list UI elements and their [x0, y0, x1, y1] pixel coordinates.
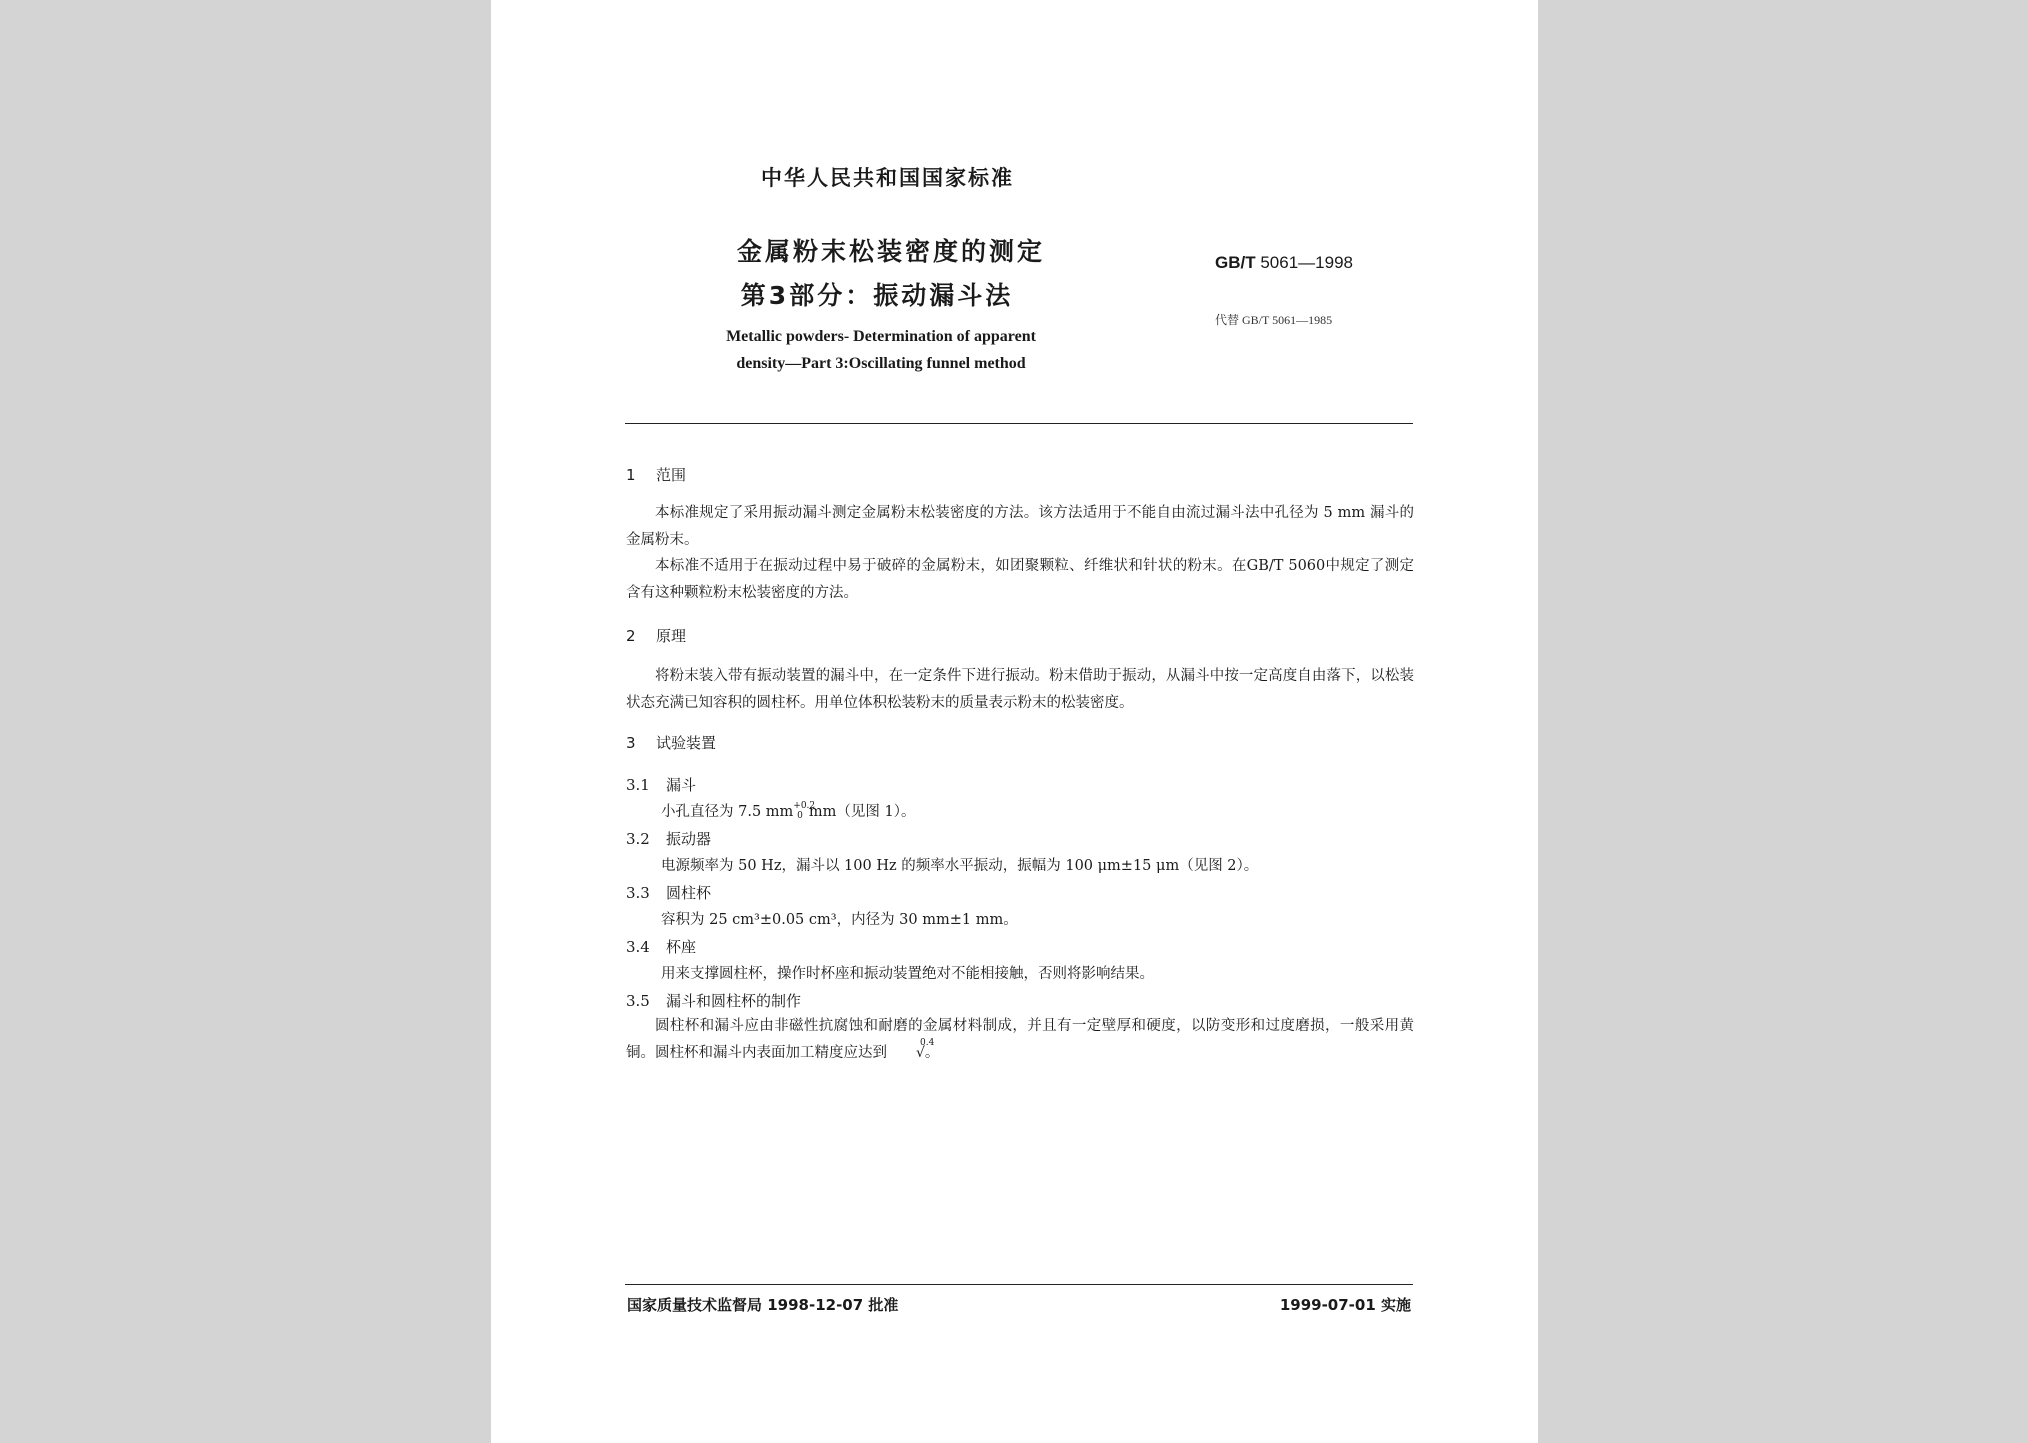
- section-2-heading: [626, 625, 686, 646]
- subsection-3-2-heading: [626, 828, 711, 849]
- subsection-3-2-text: 电源频率为 50 Hz，漏斗以 100 Hz 的频率水平振动，振幅为 100 μm±15 μm（见图 2）。: [661, 858, 1259, 874]
- funnel-diameter-text: 小孔直径为 7.5 mm: [661, 804, 794, 820]
- subsection-3-2-title: 振动器: [666, 830, 712, 848]
- roughness-value: 0.4: [920, 1037, 935, 1048]
- subsection-3-1-heading: [626, 774, 696, 795]
- subsection-3-5-text: 圆柱杯和漏斗应由非磁性抗腐蚀和耐磨的金属材料制成，并且有一定壁厚和硬度，以防变形和过度磨损，一般采用黄铜。圆柱杯和漏斗内表面加工精度应达到: [626, 1018, 1414, 1061]
- approval-note: 国家质量技术监督局 1998-12-07 批准: [627, 1296, 899, 1314]
- surface-roughness-symbol: 0.4 √: [887, 1040, 925, 1067]
- subsection-3-4-heading: [626, 936, 696, 957]
- funnel-diameter-suffix: mm（见图 1）。: [808, 804, 916, 820]
- section-3-number: 3: [626, 734, 636, 752]
- section-2-body: [626, 663, 1414, 716]
- section-3-heading: [626, 732, 716, 753]
- subsection-3-5-number: 3.5: [626, 992, 650, 1010]
- section-2-title: 原理: [656, 627, 687, 645]
- national-standard-heading: 中华人民共和国国家标准: [761, 166, 1014, 190]
- subsection-3-3-heading: [626, 882, 711, 903]
- subsection-3-5-end: 。: [924, 1044, 940, 1061]
- tolerance-upper: +0.2: [793, 801, 816, 811]
- tolerance-lower: 0: [797, 811, 803, 821]
- section-1-body: [626, 500, 1414, 606]
- subsection-3-1-number: 3.1: [626, 776, 650, 794]
- title-chinese-line2: 第3部分：振动漏斗法: [740, 281, 1014, 310]
- replaces-note: 代替 GB/T 5061—1985: [1215, 313, 1333, 327]
- subsection-3-5-heading: [626, 990, 801, 1011]
- subsection-3-4-text: 用来支撑圆柱杯，操作时杯座和振动装置绝对不能相接触，否则将影响结果。: [661, 966, 1154, 982]
- standard-code-number: 5061—1998: [1260, 253, 1353, 272]
- subsection-3-5-body: [626, 1013, 1414, 1066]
- subsection-3-1-text: [661, 800, 915, 821]
- subsection-3-4-number: 3.4: [626, 938, 650, 956]
- standard-code: [1215, 253, 1353, 273]
- standard-code-prefix: GB/T: [1215, 253, 1256, 272]
- section-3-title: 试验装置: [656, 734, 717, 752]
- section-2-paragraph-1: 将粉末装入带有振动装置的漏斗中，在一定条件下进行振动。粉末借助于振动，从漏斗中按一定高度自由落下，以松装状态充满已知容积的圆柱杯。用单位体积松装粉末的质量表示粉末的松装密度。: [626, 668, 1414, 711]
- title-chinese-line1: 金属粉末松装密度的测定: [737, 237, 1046, 266]
- section-1-paragraph-2: 本标准不适用于在振动过程中易于破碎的金属粉末，如团聚颗粒、纤维状和针状的粉末。在GB/T 5060中规定了测定含有这种颗粒粉末松装密度的方法。: [626, 558, 1414, 601]
- section-2-number: 2: [626, 627, 636, 645]
- title-english-line2: density—Part 3:Oscillating funnel method: [736, 355, 1026, 372]
- subsection-3-3-title: 圆柱杯: [666, 884, 712, 902]
- section-1-title: 范围: [656, 466, 687, 484]
- subsection-3-3-number: 3.3: [626, 884, 650, 902]
- title-english-line1: Metallic powders- Determination of apparent: [726, 328, 1036, 345]
- section-1-number: 1: [626, 466, 636, 484]
- subsection-3-3-text: 容积为 25 cm³±0.05 cm³，内径为 30 mm±1 mm。: [661, 912, 1018, 928]
- subsection-3-2-number: 3.2: [626, 830, 650, 848]
- subsection-3-1-title: 漏斗: [666, 776, 697, 794]
- subsection-3-4-title: 杯座: [666, 938, 697, 956]
- footer-divider: [625, 1284, 1413, 1285]
- section-1-paragraph-1: 本标准规定了采用振动漏斗测定金属粉末松装密度的方法。该方法适用于不能自由流过漏斗法中孔径为 5 mm 漏斗的金属粉末。: [626, 505, 1414, 548]
- effective-date: 1999-07-01 实施: [1279, 1296, 1411, 1314]
- document-page: [491, 0, 1538, 1443]
- header-divider: [625, 423, 1413, 424]
- subsection-3-5-title: 漏斗和圆柱杯的制作: [666, 992, 802, 1010]
- section-1-heading: [626, 464, 686, 485]
